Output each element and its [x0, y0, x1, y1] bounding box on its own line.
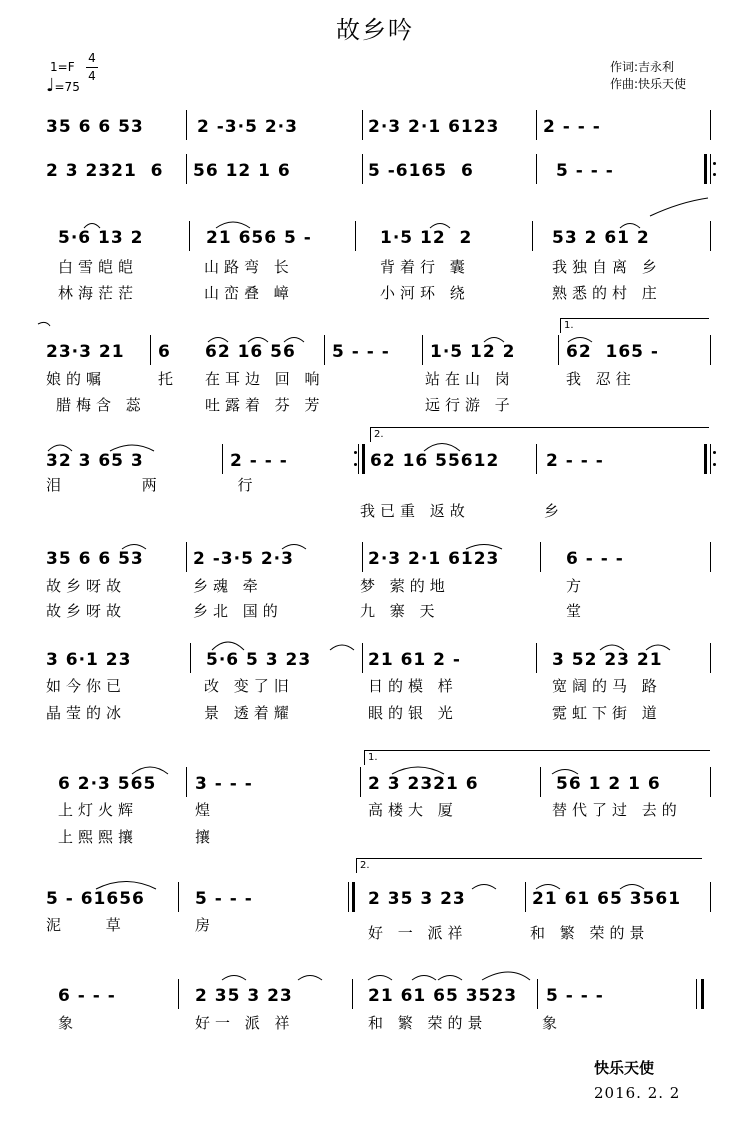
measure-notes: 3 - - -	[195, 774, 253, 794]
lyric-verse-1: 上灯火辉	[58, 801, 139, 819]
measure-notes: 5·6 13 2	[58, 228, 144, 248]
first-ending-bracket: 1.	[560, 318, 709, 333]
lyric-verse-2: 故乡呀故	[46, 602, 127, 620]
lyric-verse-1: 山路弯 长	[204, 258, 294, 276]
measure-notes: 2·3 2·1 6123	[368, 549, 500, 569]
measure-notes: 6 - - -	[58, 986, 116, 1006]
tempo-marking: ♩=75	[46, 75, 80, 96]
measure-notes: 3 52 23 21	[552, 650, 663, 670]
measure-notes: 35 6 6 53	[46, 549, 144, 569]
measure-notes: 5 - - -	[195, 889, 253, 909]
lyric-verse-1: 和 繁 荣的景	[530, 924, 650, 942]
lyric-verse-1: 娘的嘱	[46, 370, 107, 388]
measure-notes: 56 1 2 1 6	[556, 774, 661, 794]
lyric-verse-2: 攘	[195, 828, 216, 846]
measure-notes: 5 - 61656	[46, 889, 145, 909]
lyric-verse-1: 日的模 样	[368, 677, 458, 695]
measure-notes: 2 - - -	[546, 451, 604, 471]
measure-notes: 2 - - -	[230, 451, 288, 471]
lyric-verse-1: 房	[195, 916, 216, 934]
lyric-verse-1: 好一 派 祥	[195, 1014, 295, 1032]
measure-notes: 5 - - -	[332, 342, 390, 362]
measure-notes: 21 656 5 -	[206, 228, 312, 248]
second-ending-bracket: 2.	[370, 427, 709, 442]
lyric-verse-2: 小河环 绕	[380, 284, 470, 302]
measure-notes: 5 - - -	[556, 161, 614, 181]
measure-notes: 5 - - -	[546, 986, 604, 1006]
lyric-verse-2: 景 透着耀	[204, 704, 294, 722]
measure-notes: 3 6·1 23	[46, 650, 132, 670]
lyric-verse-1: 好 一 派祥	[368, 924, 468, 942]
lyric-verse-1: 白雪皑皑	[58, 258, 139, 276]
second-ending-bracket: 2.	[356, 858, 702, 873]
lyric-verse-1: 宽阔的马 路	[552, 677, 662, 695]
lyric-verse-1: 方	[566, 577, 587, 595]
measure-notes: 32 3 65 3	[46, 451, 144, 471]
measure-notes: 5·6 5 3 23	[206, 650, 312, 670]
lyric-verse-1: 替代了过 去的	[552, 801, 682, 819]
measure-notes: 2 -3·5 2·3	[197, 117, 298, 137]
lyric-verse-1: 我 忍往	[566, 370, 636, 388]
lyric-verse-1: 泥 草	[46, 916, 141, 934]
lyric-verse-2: 远行游 子	[425, 396, 515, 414]
lyric-verse-1: 改 变了旧	[204, 677, 294, 695]
lyric-verse-2: 山峦叠 嶂	[204, 284, 294, 302]
key-signature: 1=F	[50, 60, 75, 74]
measure-notes: 62 16 56	[205, 342, 296, 362]
time-signature-top: 4	[88, 51, 96, 65]
measure-notes: 1·5 12 2	[380, 228, 473, 248]
measure-notes: 2 -3·5 2·3	[193, 549, 294, 569]
measure-notes: 2 3 2321 6	[46, 161, 164, 181]
measure-notes: 23·3 21	[46, 342, 125, 362]
first-ending-bracket: 1.	[364, 750, 710, 765]
lyric-verse-2: 乡	[544, 502, 565, 520]
time-signature-bottom: 4	[88, 69, 96, 83]
lyric-verse-2: 九 寨 天	[360, 602, 440, 620]
lyric-verse-2: 乡北 国的	[193, 602, 283, 620]
lyric-verse-2: 腊梅含 蕊	[56, 396, 146, 414]
measure-notes: 2 - - -	[543, 117, 601, 137]
lyric-verse-2: 霓虹下街 道	[552, 704, 662, 722]
composer-credit: 作曲:快乐天使	[610, 77, 687, 91]
lyric-verse-2: 上熙熙攘	[58, 828, 139, 846]
lyric-verse-1: 泪 两 行	[46, 476, 291, 494]
date-stamp: 2016. 2. 2	[594, 1084, 681, 1102]
measure-notes: 53 2 61 2	[552, 228, 650, 248]
page-title: 故乡吟	[336, 16, 414, 44]
measure-notes: 2 3 2321 6	[368, 774, 479, 794]
lyric-verse-1: 站在山 岗	[425, 370, 515, 388]
measure-notes: 5 -6165 6	[368, 161, 474, 181]
lyric-verse-2: 熟悉的村 庄	[552, 284, 662, 302]
measure-notes: 56 12 1 6	[193, 161, 291, 181]
measure-notes: 62 165 -	[566, 342, 659, 362]
lyric-verse-2: 堂	[566, 602, 587, 620]
lyric-verse-2: 我已重 返故	[360, 502, 470, 520]
lyric-verse-1: 我独自离 乡	[552, 258, 662, 276]
lyric-verse-2: 晶莹的冰	[46, 704, 127, 722]
measure-notes: 21 61 65 3523	[368, 986, 518, 1006]
lyric-verse-2: 吐露着 芬 芳	[205, 396, 325, 414]
measure-notes: 2 35 3 23	[368, 889, 466, 909]
measure-notes: 1·5 12 2	[430, 342, 516, 362]
measure-notes: 6 2·3 565	[58, 774, 157, 794]
quarter-note-icon: ♩	[46, 75, 55, 96]
lyric-verse-2: 林海茫茫	[58, 284, 139, 302]
lyric-verse-1: 象	[542, 1014, 563, 1032]
lyric-verse-1: 和 繁 荣的景	[368, 1014, 488, 1032]
measure-notes: 2·3 2·1 6123	[368, 117, 500, 137]
measure-notes: 6	[158, 342, 171, 362]
lyric-verse-1: 托	[158, 370, 179, 388]
measure-notes: 2 35 3 23	[195, 986, 293, 1006]
lyric-verse-1: 乡魂 牵	[193, 577, 263, 595]
measure-notes: 62 16 55612	[370, 451, 500, 471]
measure-notes: 35 6 6 53	[46, 117, 144, 137]
measure-notes: 6 - - -	[566, 549, 624, 569]
measure-notes: 21 61 65 3561	[532, 889, 682, 909]
lyric-verse-1: 背着行 囊	[380, 258, 470, 276]
lyric-verse-1: 象	[58, 1014, 79, 1032]
author-signature: 快乐天使	[594, 1059, 655, 1077]
lyric-verse-1: 煌	[195, 801, 216, 819]
measure-notes: 21 61 2 -	[368, 650, 461, 670]
lyric-verse-2: 眼的银 光	[368, 704, 458, 722]
lyric-verse-1: 故乡呀故	[46, 577, 127, 595]
lyric-verse-1: 梦 萦的地	[360, 577, 450, 595]
lyric-verse-1: 如今你已	[46, 677, 127, 695]
lyric-verse-1: 高楼大 厦	[368, 801, 458, 819]
lyricist-credit: 作词:吉永利	[610, 60, 675, 74]
lyric-verse-1: 在耳边 回 响	[205, 370, 325, 388]
